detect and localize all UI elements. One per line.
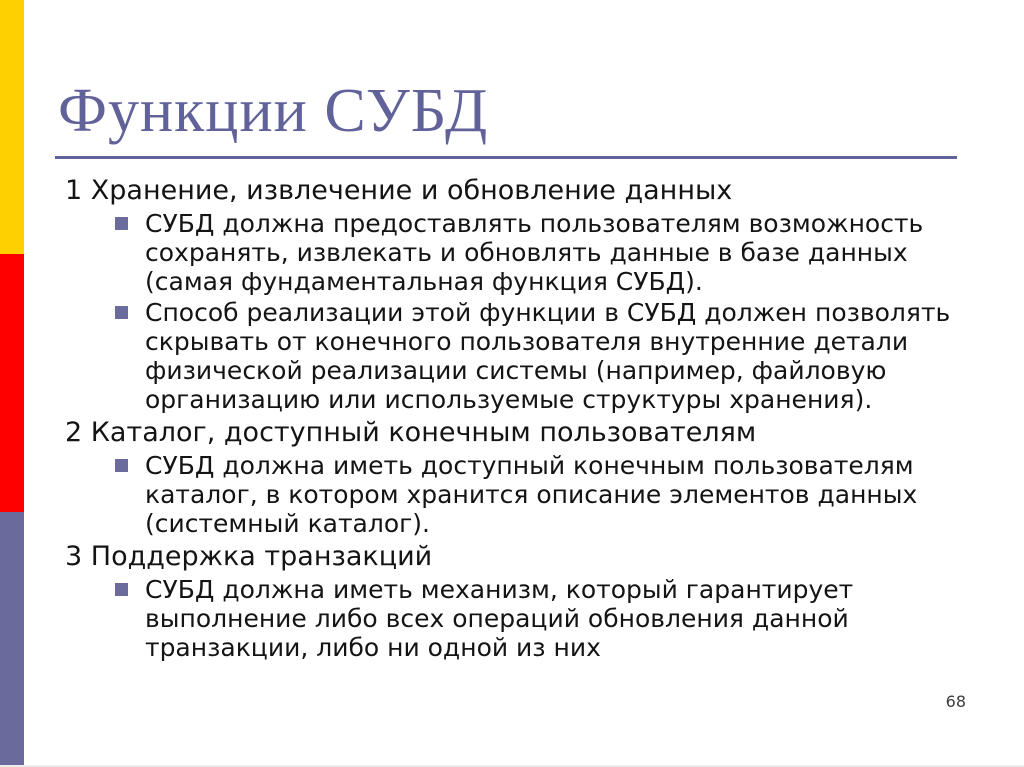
slide-body (65, 174, 984, 664)
section-heading-2: 2 Каталог, доступный конечным пользователям (65, 417, 757, 448)
bullet-text: СУБД должна иметь механизм, который гарантирует выполнение либо всех операций обновления данной транзакции, либо ни одной из них (145, 575, 854, 662)
title-underline (55, 156, 957, 159)
bullet-text: СУБД должна предоставлять пользователям возможность сохранять, извлекать и обновлять данные в базе данных (самая фундаментальная функция СУБД). (145, 209, 924, 296)
stripe-segment-yellow (0, 0, 24, 254)
bullet-item (65, 209, 984, 296)
section-heading-1: 1 Хранение, извлечение и обновление данных (65, 175, 733, 206)
stripe-segment-red (0, 254, 24, 512)
square-bullet-icon (115, 217, 128, 230)
stripe-segment-purple (0, 512, 24, 767)
square-bullet-icon (115, 583, 128, 596)
bullet-text: Способ реализации этой функции в СУБД должен позволять скрывать от конечного пользователя внутренние детали физической реализации системы (например, файловую организацию или используемые структуры хранения). (145, 298, 951, 414)
section-heading-3: 3 Поддержка транзакций (65, 541, 433, 572)
bullet-text: СУБД должна иметь доступный конечным пользователям каталог, в котором хранится описание элементов данных (системный каталог). (145, 451, 918, 538)
bullet-item (65, 298, 984, 414)
square-bullet-icon (115, 306, 128, 319)
bullet-item (65, 451, 984, 538)
left-accent-stripe (0, 0, 24, 767)
square-bullet-icon (115, 459, 128, 472)
slide-title: Функции СУБД (58, 77, 489, 145)
page-number: 68 (945, 692, 966, 711)
bullet-item (65, 575, 984, 662)
